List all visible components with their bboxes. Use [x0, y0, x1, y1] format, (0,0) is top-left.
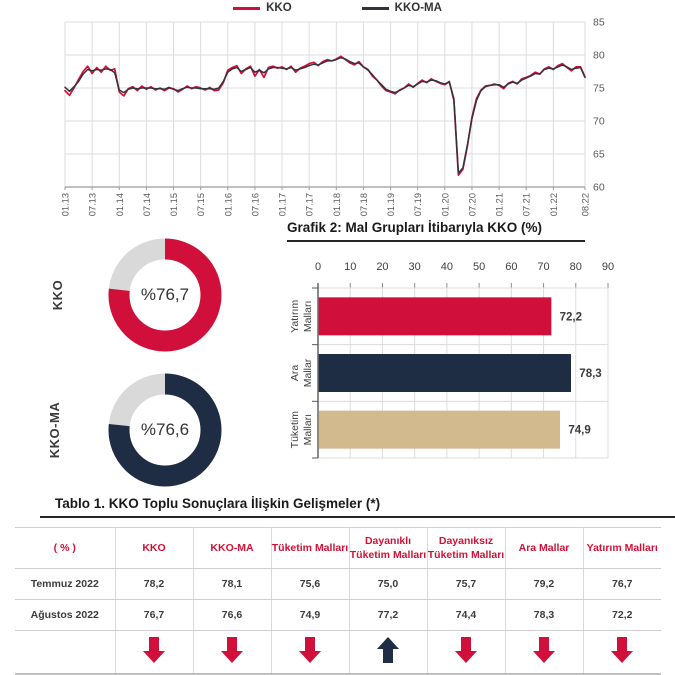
x-axis-tick-label: 08.22 [580, 193, 591, 217]
x-axis-tick-label: 07.18 [358, 193, 369, 217]
arrow-glyph [453, 635, 479, 665]
table-cell: 75,6 [271, 569, 349, 600]
bar-axis-tick-label: 70 [537, 261, 550, 273]
arrow-glyph [297, 635, 323, 665]
bar-axis-tick-label: 90 [601, 261, 615, 273]
x-axis-tick-label: 01.15 [169, 193, 180, 217]
bar-value-label: 78,3 [579, 368, 602, 380]
bar-value-label: 74,9 [568, 424, 591, 437]
y-axis-tick-label: 80 [593, 49, 605, 62]
column-header: Dayanıksız Tüketim Malları [427, 528, 505, 569]
bar-axis-tick-label: 60 [505, 261, 518, 273]
bar-axis-tick-label: 80 [569, 261, 582, 273]
y-axis-tick-label: 65 [593, 148, 605, 161]
bar-axis-tick-label: 0 [314, 261, 322, 273]
bar-yatırım-malları [319, 297, 552, 335]
bar-category-label: Mallar [302, 358, 314, 388]
table-body [15, 569, 661, 675]
table-cell: 77,2 [349, 600, 427, 631]
column-header: Yatırım Malları [583, 528, 661, 569]
tablo1-title: Tablo 1. KKO Toplu Sonuçlara İlişkin Gelişmeler (*) [40, 496, 675, 518]
up-arrow-shape [377, 637, 399, 663]
bar-ara-mallar [319, 354, 571, 392]
table-cell: 72,2 [583, 600, 661, 631]
table-cell: 74,4 [427, 600, 505, 631]
bar-value-label: 72,2 [559, 311, 583, 324]
down-arrow-shape [455, 637, 477, 663]
down-arrow-icon [505, 631, 583, 675]
x-axis-tick-label: 07.15 [196, 193, 207, 217]
down-arrow-shape [533, 637, 555, 663]
legend-label-kko-ma: KKO-MA [394, 2, 442, 14]
y-axis-tick-label: 85 [593, 16, 605, 29]
table-cell: 75,7 [427, 569, 505, 600]
table-cell: 76,7 [115, 600, 193, 631]
down-arrow-icon [271, 631, 349, 675]
arrow-glyph [609, 635, 635, 665]
down-arrow-icon [583, 631, 661, 675]
series-line-kko-ma [65, 58, 585, 174]
row-label: Ağustos 2022 [15, 600, 115, 631]
donut-kko-center-value: %76,7 [140, 285, 190, 304]
x-axis-tick-label: 07.20 [467, 193, 478, 217]
column-header: Dayanıklı Tüketim Malları [349, 528, 427, 569]
bar-category-label: Ara [289, 364, 301, 382]
column-header: ( % ) [15, 528, 115, 569]
row-label: Temmuz 2022 [15, 569, 115, 600]
column-header: KKO-MA [193, 528, 271, 569]
table-cell: 76,7 [583, 569, 661, 600]
x-axis-tick-label: 01.20 [440, 193, 451, 217]
x-axis-tick-label: 07.19 [413, 193, 424, 217]
mal-gruplari-bar-chart [285, 246, 675, 464]
down-arrow-shape [221, 637, 243, 663]
down-arrow-shape [143, 637, 165, 663]
table-cell: 78,2 [115, 569, 193, 600]
x-axis-tick-label: 01.17 [277, 193, 288, 217]
x-axis-tick-label: 07.13 [87, 193, 98, 217]
legend-label-kko: KKO [266, 2, 292, 14]
bar-category-label: Yatırım [289, 299, 301, 333]
x-axis-tick-label: 07.17 [304, 193, 315, 217]
x-axis-tick-label: 01.16 [223, 193, 234, 217]
column-header: Ara Mallar [505, 528, 583, 569]
down-arrow-shape [299, 637, 321, 663]
x-axis-tick-label: 01.18 [331, 193, 342, 217]
arrow-glyph [141, 635, 167, 665]
y-axis-tick-label: 60 [593, 181, 605, 194]
donut-kko-label: KKO [50, 279, 65, 311]
x-axis-tick-label: 01.21 [494, 192, 505, 217]
grafik2-title: Grafik 2: Mal Grupları İtibarıyla KKO (%) [287, 220, 585, 242]
down-arrow-icon [427, 631, 505, 675]
x-axis-tick-label: 07.21 [521, 193, 532, 217]
donut-kko-ma-label: KKO-MA [47, 401, 62, 459]
column-header: KKO [115, 528, 193, 569]
y-axis-tick-label: 70 [593, 115, 605, 128]
down-arrow-shape [611, 637, 633, 663]
table-header-row [15, 528, 661, 569]
up-arrow-icon [349, 631, 427, 675]
bar-axis-tick-label: 40 [440, 261, 454, 273]
arrow-glyph [375, 635, 401, 665]
x-axis-tick-label: 01.22 [548, 193, 559, 217]
table-cell: 74,9 [271, 600, 349, 631]
table-cell: 76,6 [193, 600, 271, 631]
x-axis-tick-label: 01.13 [60, 193, 71, 217]
empty-cell [15, 631, 115, 675]
down-arrow-icon [193, 631, 271, 675]
table-cell: 79,2 [505, 569, 583, 600]
bar-axis-tick-label: 20 [376, 261, 389, 273]
donut-kko-ma-center-value: %76,6 [140, 420, 190, 439]
bar-tüketim-malları [319, 411, 560, 449]
bar-axis-tick-label: 30 [408, 261, 421, 273]
x-axis-tick-label: 07.14 [141, 193, 152, 217]
x-axis-tick-label: 01.19 [386, 193, 397, 217]
table-header [15, 528, 661, 569]
bar-category-label: Malları [302, 413, 314, 446]
bar-axis-tick-label: 10 [344, 261, 357, 273]
table-row [15, 569, 661, 600]
x-axis-tick-label: 01.14 [114, 193, 125, 217]
table-cell: 78,1 [193, 569, 271, 600]
kko-time-series-chart [0, 0, 675, 222]
bar-category-label: Tüketim [289, 410, 301, 449]
arrow-glyph [219, 635, 245, 665]
x-axis-tick-label: 07.16 [250, 193, 261, 217]
down-arrow-icon [115, 631, 193, 675]
series-line-kko [65, 56, 585, 175]
table-row [15, 600, 661, 631]
column-header: Tüketim Malları [271, 528, 349, 569]
bar-axis-tick-label: 50 [472, 261, 486, 273]
kko-results-table [15, 527, 661, 675]
trend-arrow-row [15, 631, 661, 675]
table-cell: 75,0 [349, 569, 427, 600]
table-cell: 78,3 [505, 600, 583, 631]
y-axis-tick-label: 75 [593, 82, 605, 95]
arrow-glyph [531, 635, 557, 665]
bar-category-label: Malları [302, 300, 314, 333]
